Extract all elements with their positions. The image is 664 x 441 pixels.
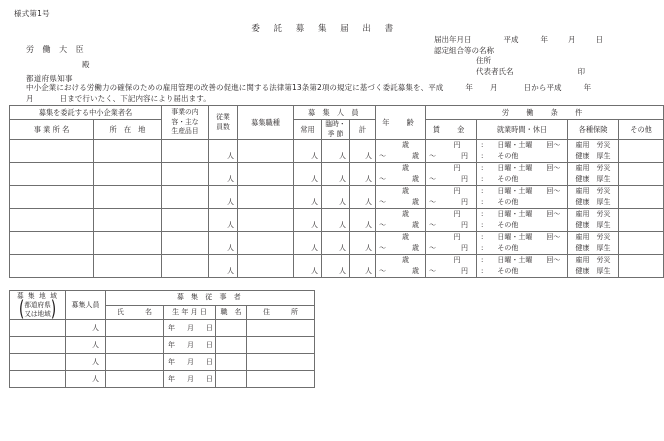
cell-insurance[interactable]: 雇用 労災 健康 厚生 [568,232,619,255]
org-name-row [434,46,603,57]
cell-business-content[interactable] [162,163,209,186]
header-temporary [322,120,350,140]
submission-month-label: 月 [568,35,576,44]
cell-hours-holidays[interactable]: : 日曜・土曜 回〜 : その他 [477,186,568,209]
cell-recruiter-position[interactable] [216,320,247,337]
cell-total[interactable]: 人 [350,140,376,163]
cell-job-type[interactable] [238,232,294,255]
business-content-line3: 生産品目 [171,127,199,136]
submission-year-label: 年 [540,35,548,44]
table-row [10,163,664,186]
table-row [10,320,315,337]
cell-business-content[interactable] [162,255,209,278]
main-recruitment-table [9,105,664,278]
cell-office-name[interactable] [10,232,94,255]
cell-regular[interactable]: 人 [294,186,322,209]
cell-location[interactable] [94,163,162,186]
cell-office-name[interactable] [10,163,94,186]
cell-employees[interactable]: 人 [209,209,238,232]
cell-hours-holidays[interactable]: : 日曜・土曜 回〜 : その他 [477,209,568,232]
cell-age[interactable]: 歳 〜 歳 [376,140,426,163]
region-sub-line2: 又は地域 [24,310,51,318]
cell-other[interactable] [619,140,664,163]
addressee-minister: 労 働 大 臣 [26,45,87,54]
cell-total[interactable]: 人 [350,163,376,186]
cell-recruiter-birthdate[interactable]: 年 月 日 [164,320,216,337]
cell-insurance[interactable]: 雇用 労災 健康 厚生 [568,140,619,163]
cell-age[interactable]: 歳 〜 歳 [376,163,426,186]
cell-office-name[interactable] [10,186,94,209]
statement-month1: 月 [490,83,498,92]
temporary-line1: 臨時・ [325,120,346,128]
cell-business-content[interactable] [162,232,209,255]
main-table-header-row-1 [10,106,664,120]
cell-recruiter-address[interactable] [247,371,315,388]
cell-age[interactable]: 歳 〜 歳 [376,209,426,232]
header-recruiter-position: 職 名 [216,305,247,320]
cell-business-content[interactable] [162,140,209,163]
cell-total[interactable]: 人 [350,232,376,255]
cell-recruiter-address[interactable] [247,337,315,354]
cell-region-count[interactable]: 人 [66,337,106,354]
region-title: 募 集 地 域 [16,292,59,300]
statement-paragraph [26,82,618,104]
cell-recruiter-address[interactable] [247,354,315,371]
header-total: 計 [350,120,376,140]
cell-location[interactable] [94,232,162,255]
org-name-label: 認定組合等の名称 [434,45,494,55]
header-regular: 常用 [294,120,322,140]
paren-open: ( [18,297,25,322]
cell-employees[interactable]: 人 [209,232,238,255]
cell-regular[interactable]: 人 [294,209,322,232]
addressee-block [26,44,90,84]
header-employees [209,106,238,140]
cell-office-name[interactable] [10,209,94,232]
cell-office-name[interactable] [10,140,94,163]
statement-year1: 年 [465,83,474,92]
cell-other[interactable] [619,163,664,186]
cell-total[interactable]: 人 [350,186,376,209]
header-office-name: 事 業 所 名 [10,120,94,140]
cell-region[interactable] [10,320,66,337]
cell-employees[interactable]: 人 [209,140,238,163]
header-recruit-count: 募 集 人 員 [294,106,376,120]
form-number: 様式第1号 [14,9,50,18]
cell-hours-holidays[interactable]: : 日曜・土曜 回〜 : その他 [477,255,568,278]
main-table-body [10,140,664,278]
cell-temporary[interactable]: 人 [322,232,350,255]
cell-insurance[interactable]: 雇用 労災 健康 厚生 [568,255,619,278]
cell-insurance[interactable]: 雇用 労災 健康 厚生 [568,163,619,186]
recruit-region-table [9,290,315,388]
cell-business-content[interactable] [162,186,209,209]
cell-regular[interactable]: 人 [294,163,322,186]
cell-recruiter-birthdate[interactable]: 年 月 日 [164,354,216,371]
cell-recruiter-birthdate[interactable]: 年 月 日 [164,371,216,388]
cell-temporary[interactable]: 人 [322,163,350,186]
cell-regular[interactable]: 人 [294,232,322,255]
cell-job-type[interactable] [238,186,294,209]
cell-recruiter-birthdate[interactable]: 年 月 日 [164,337,216,354]
cell-other[interactable] [619,186,664,209]
cell-region[interactable] [10,371,66,388]
header-region-count: 募集人員 [66,291,106,320]
header-other: その他 [619,120,664,140]
seal-mark: 印 [577,66,585,76]
cell-location[interactable] [94,255,162,278]
cell-recruiter-address[interactable] [247,320,315,337]
header-insurance: 各種保険 [568,120,619,140]
cell-hours-holidays[interactable]: : 日曜・土曜 回〜 : その他 [477,232,568,255]
header-region [10,291,66,320]
cell-temporary[interactable]: 人 [322,255,350,278]
cell-other[interactable] [619,209,664,232]
header-location: 所 在 地 [94,120,162,140]
employees-line1: 従業 [216,113,230,121]
cell-region-count[interactable]: 人 [66,320,106,337]
submitter-block [434,35,603,77]
representative-row [434,67,603,78]
statement-month2: 月 [26,94,34,103]
cell-job-type[interactable] [238,163,294,186]
cell-temporary[interactable]: 人 [322,186,350,209]
cell-wage[interactable]: 円 〜 円 [426,140,477,163]
table-row [10,354,315,371]
cell-job-type[interactable] [238,255,294,278]
employees-line2: 員数 [216,122,230,131]
cell-regular[interactable]: 人 [294,140,322,163]
cell-office-name[interactable] [10,255,94,278]
cell-hours-holidays[interactable]: : 日曜・土曜 回〜 : その他 [477,163,568,186]
cell-region-count[interactable]: 人 [66,354,106,371]
cell-location[interactable] [94,186,162,209]
cell-total[interactable]: 人 [350,209,376,232]
header-business-content [162,106,209,140]
addressee-prefecture-governor: 都道府県知事 [26,74,73,83]
bottom-table-header-row-1 [10,291,315,306]
org-address-label: 住所 [476,56,491,65]
header-recruiter-birthdate: 生 年 月 日 [164,305,216,320]
cell-recruiter-name[interactable] [106,371,164,388]
cell-insurance[interactable]: 雇用 労災 健康 厚生 [568,186,619,209]
paren-close: ) [50,297,57,322]
cell-recruiter-position[interactable] [216,354,247,371]
region-sub-line1: 都道府県 [24,301,51,309]
cell-age[interactable]: 歳 〜 歳 [376,186,426,209]
cell-temporary[interactable]: 人 [322,140,350,163]
submission-day-label: 日 [595,35,603,44]
statement-from: 日から平成 [523,83,562,92]
cell-job-type[interactable] [238,140,294,163]
cell-total[interactable]: 人 [350,255,376,278]
cell-wage[interactable]: 円 〜 円 [426,163,477,186]
table-row [10,186,664,209]
statement-year2: 年 [583,83,592,92]
table-row [10,371,315,388]
cell-business-content[interactable] [162,209,209,232]
header-wage: 賃 金 [426,120,477,140]
cell-regular[interactable]: 人 [294,255,322,278]
representative-label: 代表者氏名 [476,66,514,76]
page-title: 委 託 募 集 届 出 書 [251,24,399,34]
header-job-type: 募集職種 [238,106,294,140]
bottom-table-body [10,320,315,388]
cell-wage[interactable]: 円 〜 円 [426,232,477,255]
cell-region[interactable] [10,354,66,371]
submission-date-row [434,35,603,46]
addressee-dono: 殿 [82,60,90,69]
business-content-line2: 容・主な [171,117,199,126]
submission-date-label: 届出年月日 [434,35,472,44]
header-entrusting-company: 募集を委託する中小企業者名 [10,106,162,120]
submission-era: 平成 [503,35,519,44]
cell-other[interactable] [619,232,664,255]
business-content-line1: 事業の内 [171,108,199,117]
cell-age[interactable]: 歳 〜 歳 [376,232,426,255]
header-recruiter-address: 住 所 [247,305,315,320]
header-recruiter-name: 氏 名 [106,305,164,320]
table-row [10,209,664,232]
cell-region[interactable] [10,337,66,354]
cell-hours-holidays[interactable]: : 日曜・土曜 回〜 : その他 [477,140,568,163]
header-recruiters: 募 集 従 事 者 [106,291,315,306]
cell-location[interactable] [94,140,162,163]
cell-employees[interactable]: 人 [209,255,238,278]
main-table-header-row-2 [10,120,664,140]
header-hours-holidays: 就業時間・休日 [477,120,568,140]
cell-wage[interactable]: 円 〜 円 [426,186,477,209]
table-row [10,255,664,278]
cell-location[interactable] [94,209,162,232]
cell-age[interactable]: 歳 〜 歳 [376,255,426,278]
cell-wage[interactable]: 円 〜 円 [426,209,477,232]
cell-recruiter-position[interactable] [216,337,247,354]
cell-employees[interactable]: 人 [209,186,238,209]
cell-recruiter-name[interactable] [106,337,164,354]
table-row [10,337,315,354]
header-working-conditions: 労 働 条 件 [426,106,664,120]
cell-employees[interactable]: 人 [209,163,238,186]
table-row [10,140,664,163]
cell-recruiter-name[interactable] [106,354,164,371]
cell-region-count[interactable]: 人 [66,371,106,388]
region-subtitle [10,297,65,322]
cell-recruiter-name[interactable] [106,320,164,337]
table-row [10,232,664,255]
org-address-row [434,56,603,67]
statement-part1: 中小企業における労働力の確保のための雇用管理の改善の促進に関する法律第13条第2項の規定に基づく委託募集を、平成 [26,83,444,92]
cell-insurance[interactable]: 雇用 労災 健康 厚生 [568,209,619,232]
cell-temporary[interactable]: 人 [322,209,350,232]
header-age: 年 齢 [376,106,426,140]
statement-to: 日まで行いたく、下記内容により届出ます。 [59,94,211,103]
temporary-line2: 季 節 [327,129,344,138]
cell-wage[interactable]: 円 〜 円 [426,255,477,278]
cell-other[interactable] [619,255,664,278]
cell-recruiter-position[interactable] [216,371,247,388]
cell-job-type[interactable] [238,209,294,232]
